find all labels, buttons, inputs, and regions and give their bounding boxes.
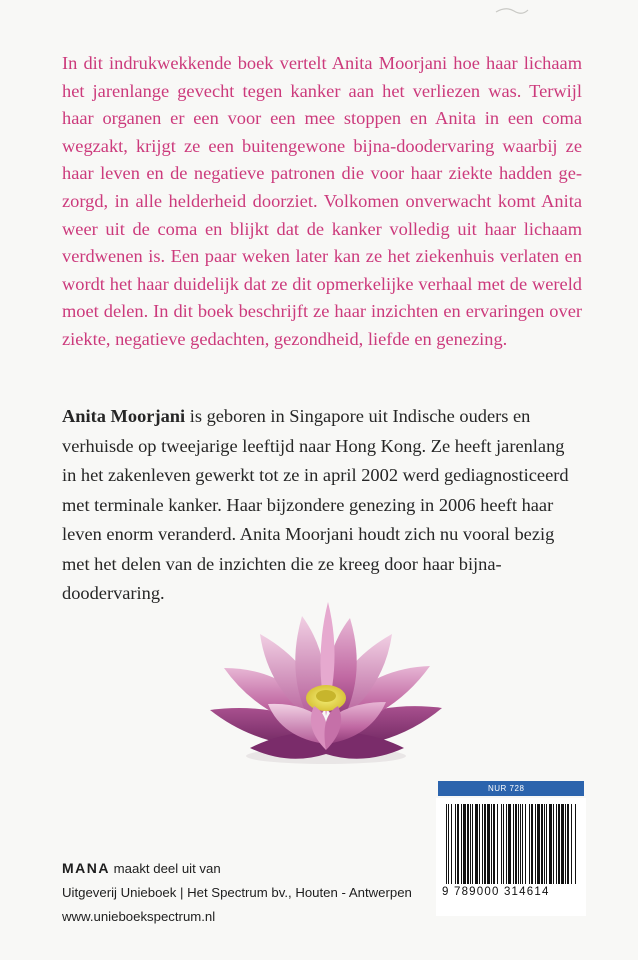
barcode-bar	[575, 804, 576, 884]
scuff-mark-icon	[492, 4, 532, 18]
barcode-bar	[558, 804, 560, 884]
publisher-line-1-text: maakt deel uit van	[110, 861, 221, 876]
barcode-bar	[451, 804, 452, 884]
barcode-bar	[520, 804, 521, 884]
barcode-bar	[541, 804, 543, 884]
publisher-block	[62, 856, 412, 929]
barcode-bar	[484, 804, 486, 884]
barcode-bar	[522, 804, 523, 884]
isbn-barcode	[436, 798, 586, 916]
barcode-bar	[497, 804, 498, 884]
barcode-bar	[537, 804, 540, 884]
barcode-bar	[506, 804, 507, 884]
back-cover-blurb: In dit indrukwekkende boek vertelt Anita Moorjani hoe haar lichaam het jarenlange gevecht tegen kanker aan het verliezen was. Terwijl haar organen er een voor een mee stoppen en Anita in een coma wegzakt, krijgt ze een buitengewone bijna-doodervaring waarbij ze haar leven en de negatieve patronen die voor haar ziekte hadden gezorgd, in alle helderheid doorziet. Volkomen onverwacht komt Anita weer uit de coma en blijkt dat de kanker volledig uit haar lichaam verdwenen is. Een paar weken later kan ze het ziekenhuis verlaten en wordt het haar duidelijk dat ze dit opmerkelijke verhaal met de wereld moet delen. In dit boek beschrijft ze haar inzichten en ervaringen over ziekte, negatieve gedachten, gezondheid, liefde en genezing.	[62, 53, 582, 349]
barcode-bar	[518, 804, 519, 884]
barcode-bar	[546, 804, 547, 884]
barcode-bar	[446, 804, 447, 884]
mana-imprint-logo: MANA	[62, 860, 110, 876]
barcode-bar	[556, 804, 557, 884]
barcode-bar	[529, 804, 530, 884]
isbn-number: 9 789000 314614	[442, 886, 550, 898]
publisher-line-1	[62, 856, 412, 881]
barcode-bar	[549, 804, 552, 884]
publisher-line-2: Uitgeverij Unieboek | Het Spectrum bv., Houten - Antwerpen	[62, 885, 412, 900]
barcode-bar	[448, 804, 449, 884]
barcode-bar	[567, 804, 569, 884]
barcode-bar	[479, 804, 480, 884]
barcode-bar	[467, 804, 469, 884]
barcode-bar	[472, 804, 473, 884]
barcode-bar	[463, 804, 466, 884]
barcode-bar	[513, 804, 514, 884]
barcode-bar	[493, 804, 495, 884]
barcode-bar	[475, 804, 478, 884]
barcode-bar	[461, 804, 462, 884]
barcode-bar	[553, 804, 554, 884]
barcode-bar	[565, 804, 566, 884]
barcode-bar	[508, 804, 511, 884]
barcode-bar	[501, 804, 502, 884]
nur-code-label: NUR 728	[438, 781, 584, 796]
barcode-bar	[491, 804, 492, 884]
barcode-bar	[571, 804, 572, 884]
author-bio-text: is geboren in Singapore uit Indische ouders en verhuisde op tweejarige leeftijd naar Hong Kong. Ze heeft jarenlang in het zakenleven gewerkt tot ze in april 2002 werd gediagnosticeerd met terminale kanker. Haar bijzondere genezing in 2006 heeft haar leven enorm veranderd. Anita Moorjani houdt zich nu vooral bezig met het delen van de inzichten die ze kreeg door haar bijna-doodervaring.	[62, 406, 569, 603]
barcode-bar	[525, 804, 526, 884]
author-name: Anita Moorjani	[62, 406, 186, 426]
barcode-bar	[470, 804, 471, 884]
barcode-bar	[457, 804, 459, 884]
author-bio	[62, 402, 582, 609]
barcode-bars-icon	[444, 804, 578, 884]
lotus-flower-icon	[198, 598, 450, 770]
barcode-bar	[544, 804, 545, 884]
barcode-bar	[531, 804, 533, 884]
barcode-bar	[482, 804, 483, 884]
barcode-bar	[535, 804, 536, 884]
barcode-bar	[515, 804, 517, 884]
barcode-bar	[503, 804, 504, 884]
barcode-bar	[561, 804, 564, 884]
publisher-website: www.unieboekspectrum.nl	[62, 909, 216, 924]
barcode-bar	[455, 804, 456, 884]
barcode-bar	[487, 804, 490, 884]
